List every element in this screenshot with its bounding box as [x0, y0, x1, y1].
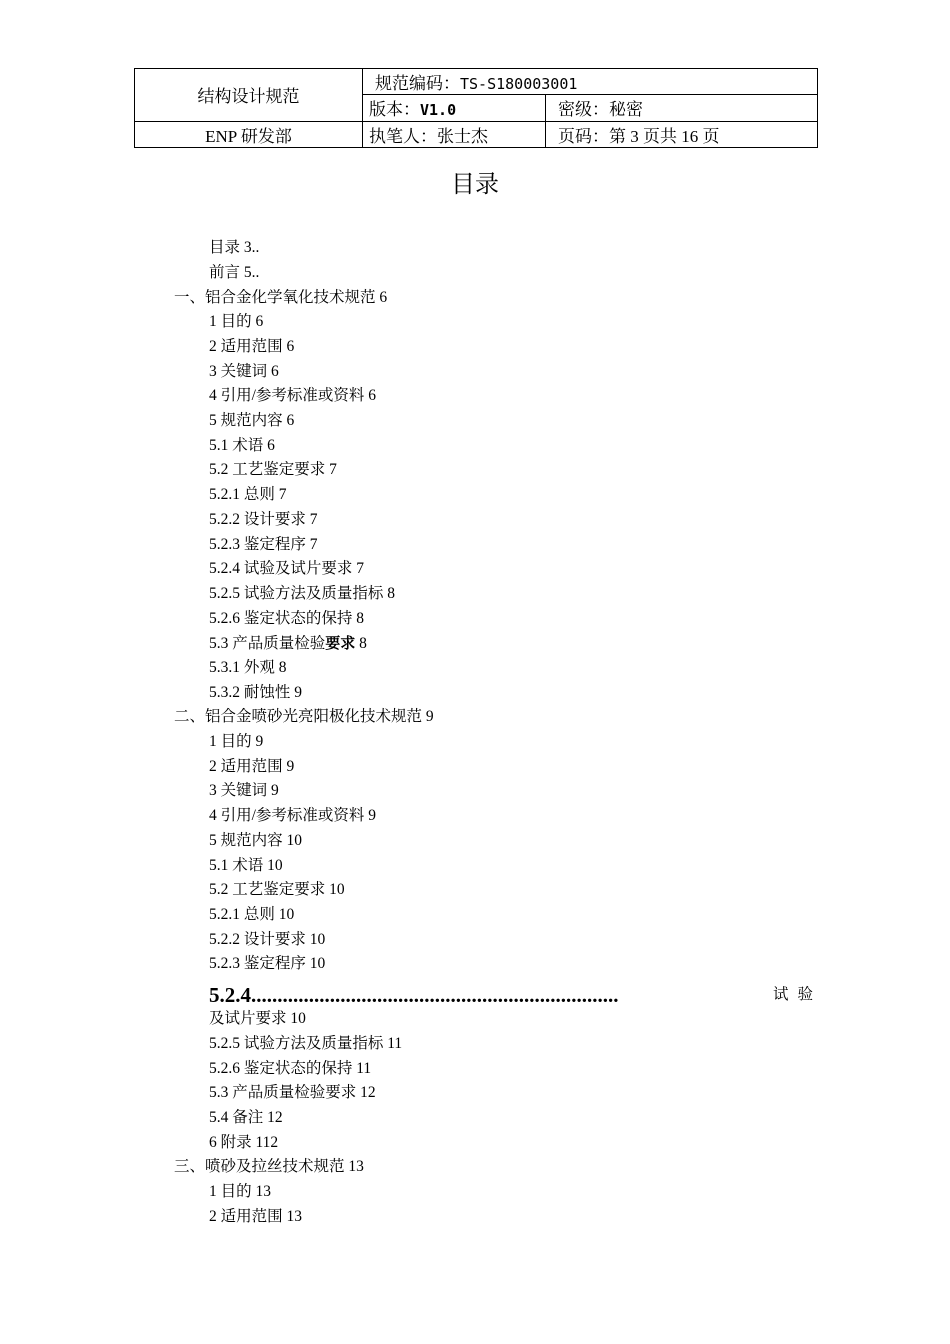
toc-item[interactable]: 2 适用范围 6	[209, 338, 295, 355]
author: 执笔人：张士杰	[363, 121, 546, 147]
toc-item[interactable]: 5.2.1 总则 10	[209, 906, 295, 923]
toc-item[interactable]: 5 规范内容 10	[209, 832, 303, 849]
toc-item[interactable]: 5.2.1 总则 7	[209, 486, 287, 503]
toc-item[interactable]: 5.2.5 试验方法及质量指标 11	[209, 1035, 403, 1052]
version-cell	[363, 95, 546, 121]
toc-item[interactable]: 5.1 术语 10	[209, 857, 283, 874]
toc-item[interactable]: 二、铝合金喷砂光亮阳极化技术规范 9	[174, 708, 434, 725]
toc-item[interactable]: 5.2 工艺鉴定要求 7	[209, 461, 337, 478]
version-value: V1.0	[420, 101, 457, 120]
toc-item[interactable]: 6 附录 112	[209, 1134, 279, 1151]
toc-item[interactable]: 三、喷砂及拉丝技术规范 13	[174, 1158, 364, 1175]
toc-item[interactable]: 2 适用范围 9	[209, 758, 295, 775]
toc-item[interactable]: 4 引用/参考标准或资料 9	[209, 807, 377, 824]
toc-item[interactable]: 3 关键词 6	[209, 363, 279, 380]
code-cell	[363, 69, 818, 95]
page-title: 目录	[451, 172, 499, 198]
secrecy: 密级：秘密	[546, 95, 818, 121]
toc-item[interactable]: 5.1 术语 6	[209, 437, 275, 454]
toc-item[interactable]: 1 目的 9	[209, 733, 264, 750]
toc-item[interactable]: 及试片要求 10	[209, 1010, 306, 1027]
code-value: TS-S180003001	[460, 75, 578, 94]
version-label: 版本：	[369, 100, 420, 120]
toc-item-page: 8	[355, 635, 367, 652]
toc-item[interactable]: 5.2.6 鉴定状态的保持 11	[209, 1060, 372, 1077]
toc-item[interactable]: 1 目的 13	[209, 1183, 272, 1200]
toc-item[interactable]: 5.2.5 试验方法及质量指标 8	[209, 585, 396, 602]
toc-item[interactable]: 5.2.4 试验及试片要求 7	[209, 560, 365, 577]
toc-item[interactable]: 3 关键词 9	[209, 782, 279, 799]
toc-item[interactable]: 5.2.2 设计要求 10	[209, 931, 326, 948]
toc-item-bold-text: 要求	[325, 634, 356, 652]
doc-title: 结构设计规范	[135, 69, 363, 122]
toc-item[interactable]: 5.3 产品质量检验要求 12	[209, 1084, 376, 1101]
toc-item[interactable]: 2 适用范围 13	[209, 1208, 303, 1225]
toc-item-large[interactable]: 5.2.4......................................................................	[209, 983, 619, 1007]
toc-item[interactable]: 目录 3..	[209, 239, 260, 256]
toc-item[interactable]: 1 目的 6	[209, 313, 264, 330]
toc-item-text: 5.3 产品质量检验	[209, 635, 326, 652]
toc-item[interactable]: 一、铝合金化学氧化技术规范 6	[174, 289, 388, 306]
header-table	[134, 68, 818, 148]
toc-item[interactable]: 4 引用/参考标准或资料 6	[209, 387, 377, 404]
toc-item[interactable]: 前言 5..	[209, 264, 260, 281]
toc-item[interactable]: 5.2.3 鉴定程序 10	[209, 955, 326, 972]
toc-item[interactable]: 5 规范内容 6	[209, 412, 295, 429]
page-number: 页码：第 3 页共 16 页	[546, 121, 818, 147]
toc-item[interactable]: 5.2 工艺鉴定要求 10	[209, 881, 345, 898]
code-label: 规范编码：	[375, 74, 460, 94]
toc-item[interactable]: 5.2.6 鉴定状态的保持 8	[209, 610, 365, 627]
toc-item[interactable]: 5.3.2 耐蚀性 9	[209, 684, 303, 701]
toc-item[interactable]	[209, 633, 367, 654]
department: ENP 研发部	[135, 121, 363, 147]
toc-item[interactable]: 5.4 备注 12	[209, 1109, 283, 1126]
toc-item[interactable]: 5.2.2 设计要求 7	[209, 511, 318, 528]
toc-item[interactable]: 5.3.1 外观 8	[209, 659, 287, 676]
toc-item-large-tail: 试验	[773, 986, 823, 1003]
toc-item[interactable]: 5.2.3 鉴定程序 7	[209, 536, 318, 553]
